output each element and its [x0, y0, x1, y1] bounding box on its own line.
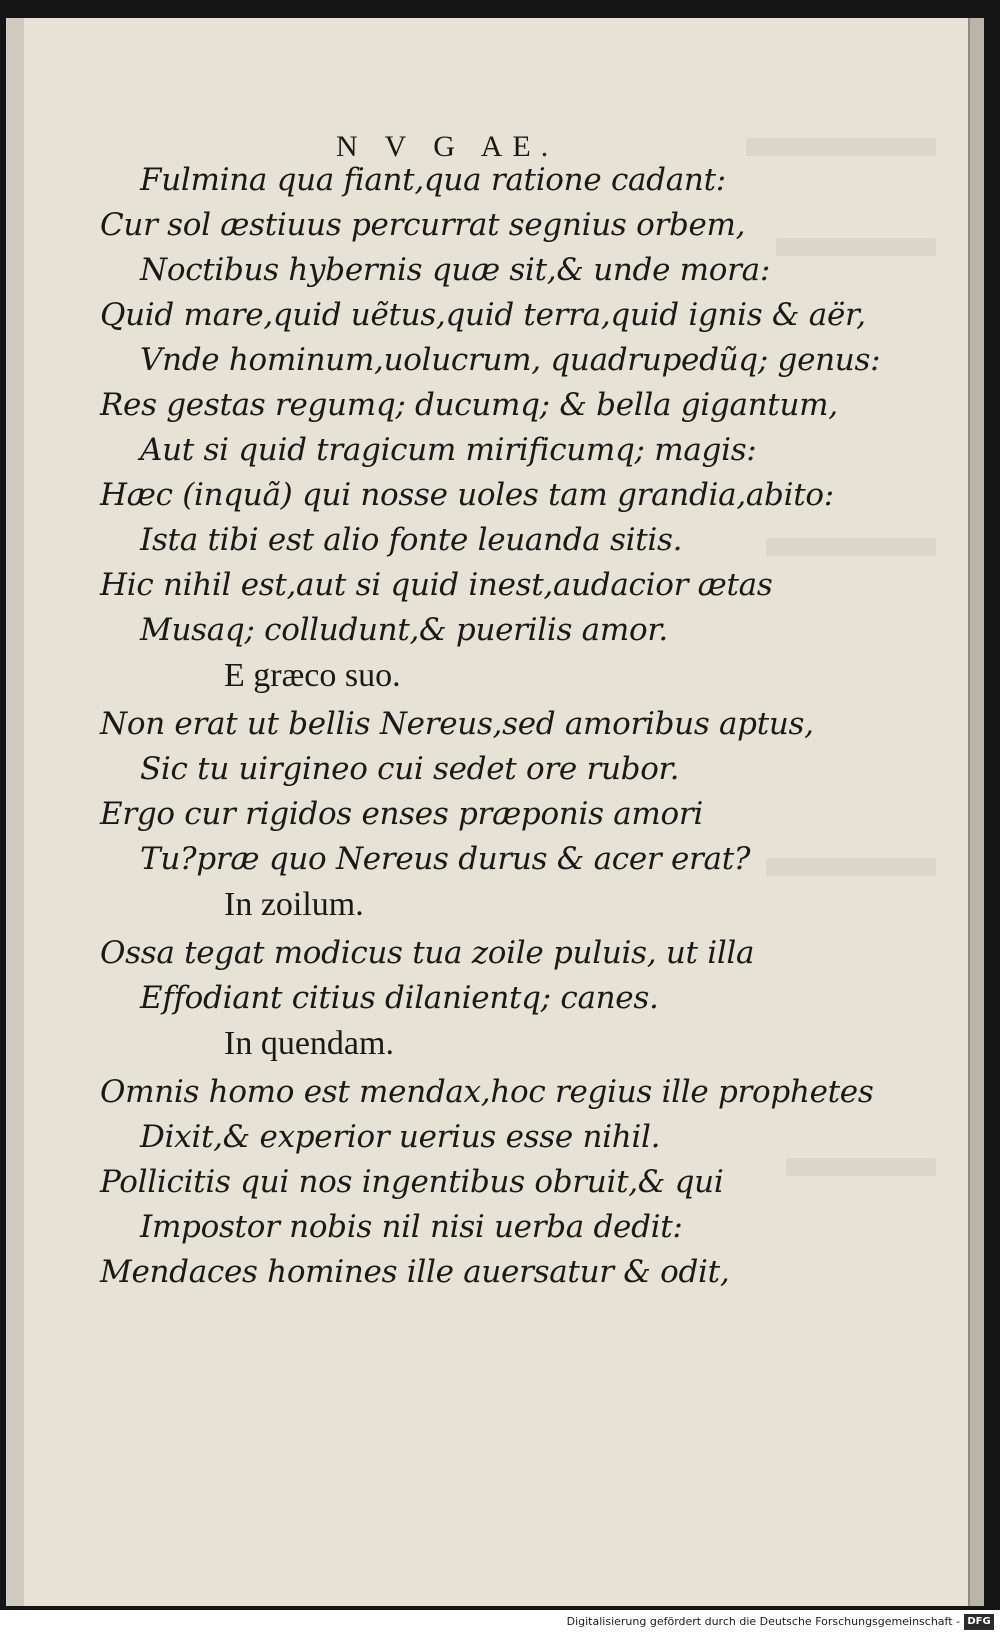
verse-line: Aut si quid tragicum mirificumq; magis: [140, 432, 757, 468]
section-heading: In quendam. [224, 1025, 394, 1062]
verse-line: Hic nihil est,aut si quid inest,audacior ætas [100, 567, 773, 603]
section-heading: E græco suo. [224, 657, 401, 694]
page-text [6, 18, 984, 1606]
verse-line: Impostor nobis nil nisi uerba dedit: [140, 1209, 683, 1245]
section-heading: In zoilum. [224, 886, 364, 923]
verse-line: Pollicitis qui nos ingentibus obruit,& qui [100, 1164, 724, 1200]
footer [0, 1610, 1000, 1636]
verse-line: Vnde hominum,uolucrum, quadrupedũq; genus: [140, 342, 881, 378]
verse-line: Sic tu uirgineo cui sedet ore rubor. [140, 751, 680, 787]
running-head: N V G AE. [336, 130, 559, 163]
verse-line: Dixit,& experior uerius esse nihil. [140, 1119, 661, 1155]
verse-line: Res gestas regumq; ducumq; & bella gigantum, [100, 387, 838, 423]
verse-line: Mendaces homines ille auersatur & odit, [100, 1254, 730, 1290]
dfg-logo: DFG [964, 1614, 994, 1630]
verse-line: Ista tibi est alio fonte leuanda sitis. [140, 522, 683, 558]
verse-line: Omnis homo est mendax,hoc regius ille prophetes [100, 1074, 874, 1110]
verse-line: Quid mare,quid uẽtus,quid terra,quid ignis & aër, [100, 297, 866, 333]
verse-line: Hæc (inquã) qui nosse uoles tam grandia,abito: [100, 477, 834, 513]
verse-line: Noctibus hybernis quæ sit,& unde mora: [140, 252, 770, 288]
verse-line: Fulmina qua fiant,qua ratione cadant: [140, 162, 726, 198]
verse-line: Non erat ut bellis Nereus,sed amoribus aptus, [100, 706, 814, 742]
verse-line: Cur sol æstiuus percurrat segnius orbem, [100, 207, 746, 243]
book-page [6, 18, 984, 1606]
verse-line: Tu?præ quo Nereus durus & acer erat? [140, 841, 751, 877]
verse-line: Ossa tegat modicus tua zoile puluis, ut illa [100, 935, 755, 971]
verse-line: Musaq; colludunt,& puerilis amor. [140, 612, 668, 648]
funding-credit: Digitalisierung gefördert durch die Deutsche Forschungsgemeinschaft - [566, 1615, 960, 1628]
verse-line: Ergo cur rigidos enses præponis amori [100, 796, 704, 832]
verse-line: Effodiant citius dilanientq; canes. [140, 980, 659, 1016]
